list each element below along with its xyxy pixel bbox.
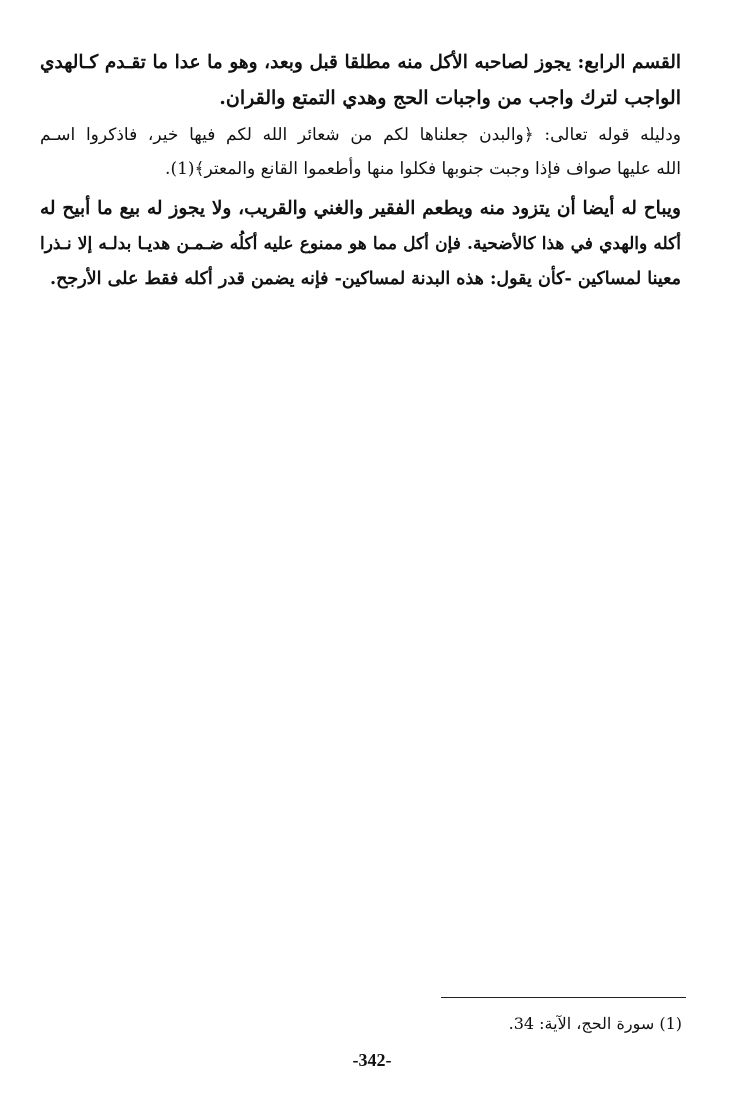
paragraph-3-line-2: أكله والهدي في هذا كالأضحية. فإن أكل مما هو ممنوع عليه أكلُه ضـمـن هديـا بدلـه إلا نـذرا: [40, 234, 681, 254]
page-number: -342-: [352, 1050, 392, 1070]
paragraph-2-line-1: ودليله قوله تعالى: ﴿والبدن جعلناها لكم من شعائر الله لكم فيها خير، فاذكروا اسـم: [40, 125, 681, 145]
footnote-text: (1) سورة الحج، الآية: 34.: [508, 1014, 682, 1033]
paragraph-2-line-2: الله عليها صواف فإذا وجبت جنوبها فكلوا منها وأطعموا القانع والمعتر﴾(1).: [165, 159, 681, 179]
paragraph-1-line-1: القسم الرابع: يجوز لصاحبه الأكل منه مطلقا قبل وبعد، وهو ما عدا ما تقـدم كـالهدي: [40, 52, 681, 73]
paragraph-3-line-1: ويباح له أيضا أن يتزود منه ويطعم الفقير والغني والقريب، ولا يجوز له بيع ما أبيح له: [40, 198, 681, 219]
footnote-separator: [441, 997, 686, 998]
paragraph-1-line-2: الواجب لترك واجب من واجبات الحج وهدي التمتع والقران.: [219, 87, 681, 109]
paragraph-3-line-3: معينا لمساكين -كأن يقول: هذه البدنة لمساكين- فإنه يضمن قدر أكله فقط على الأرجح.: [50, 269, 681, 289]
